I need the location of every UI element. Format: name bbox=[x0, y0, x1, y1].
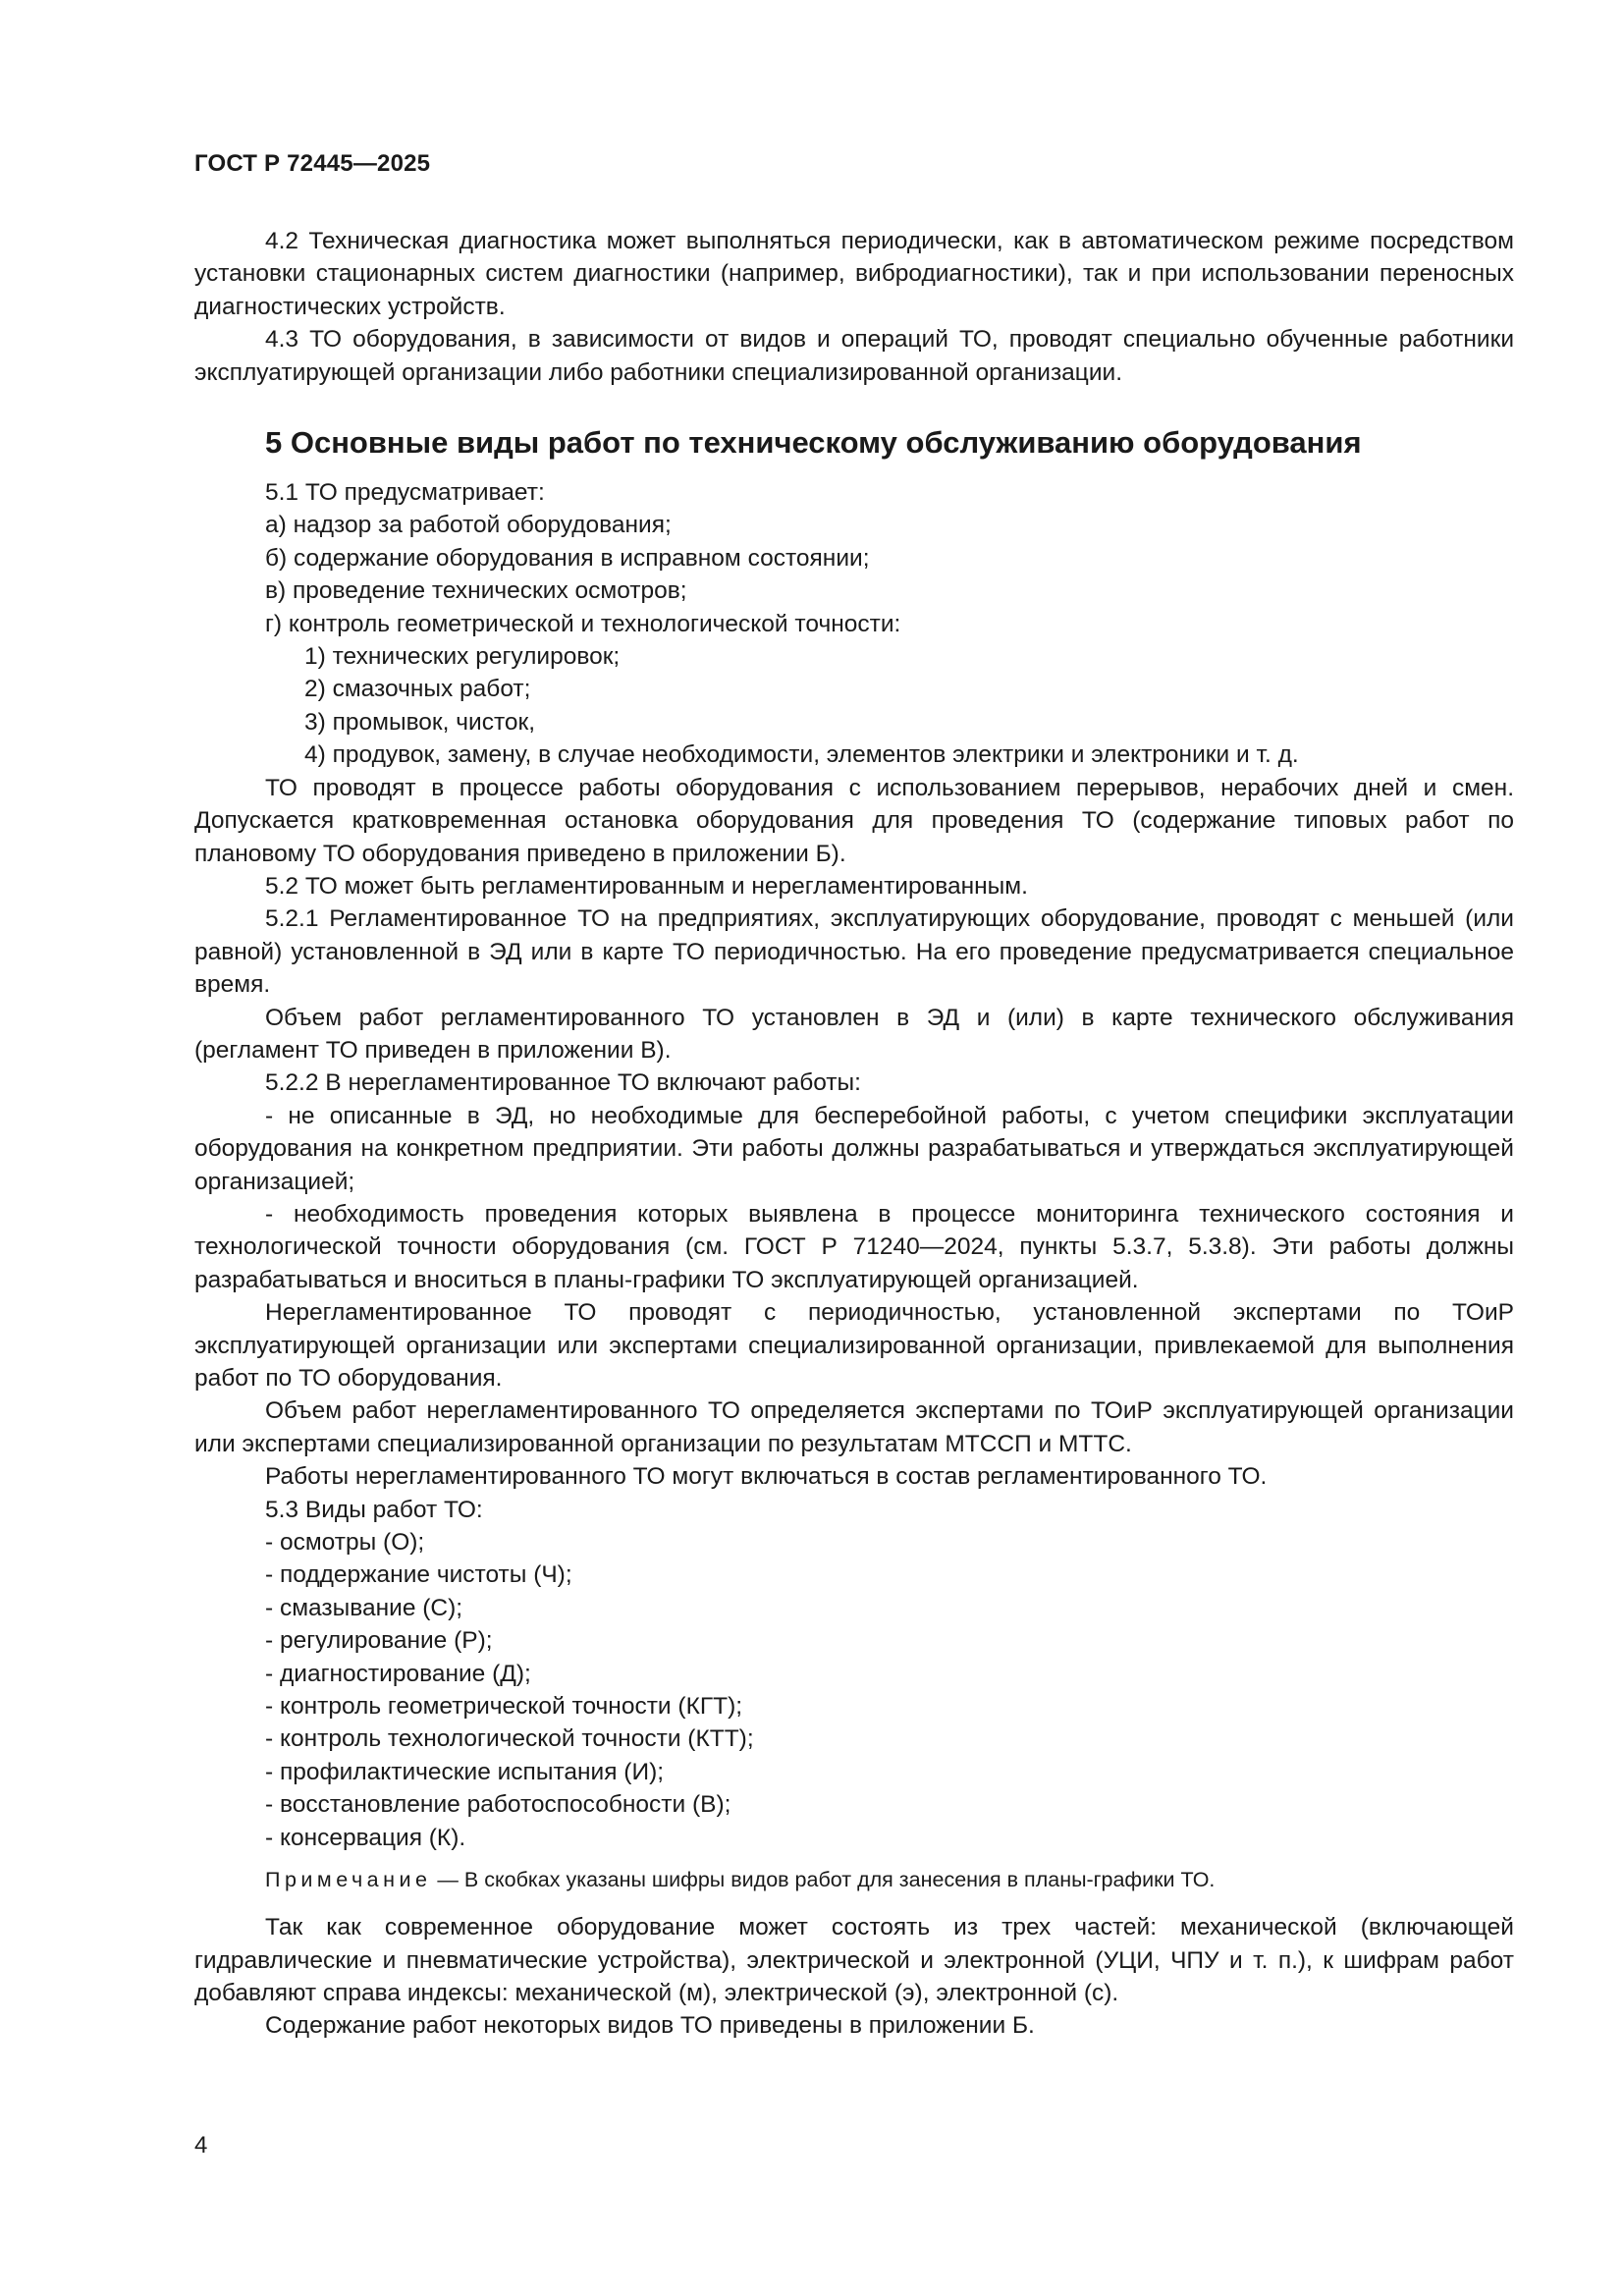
list-item: - профилактические испытания (И); bbox=[265, 1758, 665, 1785]
page-content bbox=[194, 225, 1514, 2043]
note-text: — В скобках указаны шифры видов работ для занесения в планы-графики ТО. bbox=[431, 1868, 1216, 1892]
sub-list-item: 3) промывок, чисток, bbox=[304, 708, 536, 736]
paragraph-5-2-1: 5.2.1 Регламентированное ТО на предприятиях, эксплуатирующих оборудование, проводят с меньшей (или равной) установленной в ЭД или в карте ТО периодичностью. На его проведение предусматривается специальное время. bbox=[194, 905, 1514, 999]
list-item: а) надзор за работой оборудования; bbox=[265, 512, 672, 539]
sub-list-item: 1) технических регулировок; bbox=[304, 643, 621, 671]
paragraph-5-2: 5.2 ТО может быть регламентированным и нерегламентированным. bbox=[265, 872, 1028, 900]
page-number: 4 bbox=[194, 2132, 208, 2159]
note bbox=[194, 1864, 1514, 1895]
list-item: - диагностирование (Д); bbox=[265, 1660, 531, 1687]
note-label: Примечание bbox=[265, 1868, 432, 1892]
list-item: - смазывание (С); bbox=[265, 1594, 463, 1621]
list-item: - консервация (К). bbox=[265, 1824, 466, 1851]
paragraph-final-2: Содержание работ некоторых видов ТО приведены в приложении Б. bbox=[265, 2012, 1035, 2040]
paragraph-5-2-2-d: Работы нерегламентированного ТО могут включаться в состав регламентированного ТО. bbox=[265, 1463, 1268, 1491]
list-item: б) содержание оборудования в исправном состоянии; bbox=[265, 544, 870, 572]
list-item: - осмотры (О); bbox=[265, 1529, 425, 1557]
sub-list-item: 2) смазочных работ; bbox=[304, 676, 531, 703]
paragraph-5-2-1-b: Объем работ регламентированного ТО установлен в ЭД и (или) в карте технического обслуживания (регламент ТО приведен в приложении В). bbox=[194, 1004, 1514, 1064]
list-item: - контроль технологической точности (КТТ); bbox=[265, 1725, 754, 1753]
list-item: - восстановление работоспособности (В); bbox=[265, 1791, 731, 1819]
list-item: - регулирование (Р); bbox=[265, 1627, 493, 1655]
list-item: - контроль геометрической точности (КГТ); bbox=[265, 1693, 743, 1721]
document-id-header: ГОСТ Р 72445—2025 bbox=[194, 150, 431, 177]
list-item: - поддержание чистоты (Ч); bbox=[265, 1561, 572, 1589]
paragraph-5-2-2-b: Нерегламентированное ТО проводят с периодичностью, установленной экспертами по ТОиР эксплуатирующей организации или экспертами специализированной организации, привлекаемой для выполнения работ по ТО оборудования. bbox=[194, 1299, 1514, 1392]
paragraph-4-3: 4.3 ТО оборудования, в зависимости от видов и операций ТО, проводят специально обученные работники эксплуатирующей организации либо работники специализированной организации. bbox=[194, 326, 1514, 386]
paragraph-final-1: Так как современное оборудование может состоять из трех частей: механической (включающей гидравлические и пневматические устройства), электрической и электронной (УЦИ, ЧПУ и т. п.), к шифрам работ добавляют справа индексы: механической (м), электрической (э), электронной (с). bbox=[194, 1914, 1514, 2006]
list-item: - не описанные в ЭД, но необходимые для бесперебойной работы, с учетом специфики эксплуатации оборудования на конкретном предприятии. Эти работы должны разрабатываться и утверждаться эксплуатирующей организацией; bbox=[194, 1102, 1514, 1195]
sub-list-item: 4) продувок, замену, в случае необходимости, элементов электрики и электроники и т. д. bbox=[304, 741, 1299, 769]
paragraph-5-2-2: 5.2.2 В нерегламентированное ТО включают работы: bbox=[265, 1069, 861, 1097]
list-item: г) контроль геометрической и технологической точности: bbox=[265, 610, 901, 637]
list-item: - необходимость проведения которых выявлена в процессе мониторинга технического состояния и технологической точности оборудования (см. ГОСТ Р 71240—2024, пункты 5.3.7, 5.3.8). Эти работы должны разрабатываться и вноситься в планы-графики ТО эксплуатирующей организацией. bbox=[194, 1200, 1514, 1293]
section-5-heading: 5 Основные виды работ по техническому обслуживанию оборудования bbox=[265, 425, 1362, 461]
paragraph-5-3-intro: 5.3 Виды работ ТО: bbox=[265, 1496, 483, 1523]
paragraph-5-2-2-c: Объем работ нерегламентированного ТО определяется экспертами по ТОиР эксплуатирующей организации или экспертами специализированной организации по результатам МТССП и МТТС. bbox=[194, 1397, 1514, 1457]
list-item: в) проведение технических осмотров; bbox=[265, 577, 687, 605]
paragraph-4-2: 4.2 Техническая диагностика может выполняться периодически, как в автоматическом режиме посредством установки стационарных систем диагностики (например, вибродиагностики), так и при использовании переносных диагностических устройств. bbox=[194, 228, 1514, 320]
paragraph-5-1-intro: 5.1 ТО предусматривает: bbox=[265, 479, 545, 507]
paragraph-5-1-body: ТО проводят в процессе работы оборудования с использованием перерывов, нерабочих дней и смен. Допускается кратковременная остановка оборудования для проведения ТО (содержание типовых работ по плановому ТО оборудования приведено в приложении Б). bbox=[194, 774, 1514, 867]
